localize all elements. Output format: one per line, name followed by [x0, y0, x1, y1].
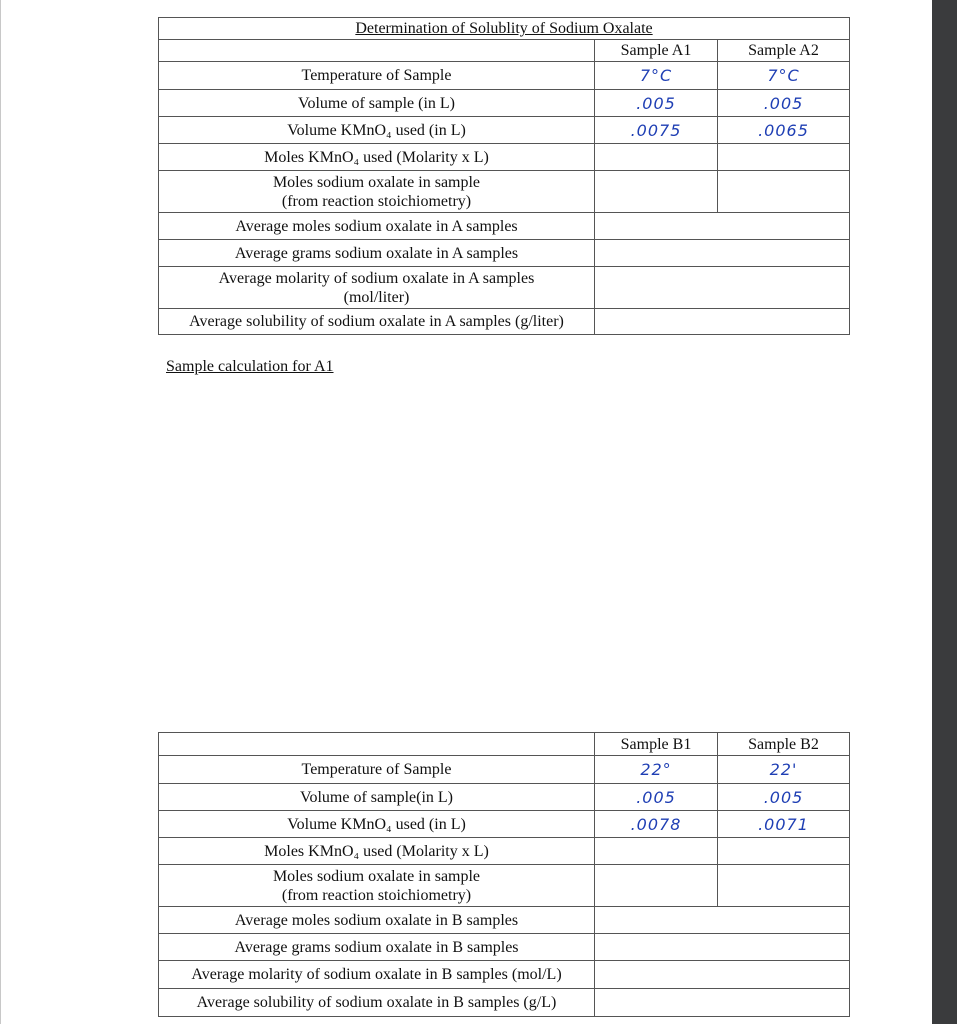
row-label-avg-molarity-line1: Average molarity of sodium oxalate in A samples [218, 269, 535, 287]
row-label-moles-kmno4: Moles KMnO₄ used (Molarity x L) [159, 838, 595, 865]
row-label-avg-solubility: Average solubility of sodium oxalate in A samples (g/liter) [159, 309, 595, 335]
row-label-avg-moles: Average moles sodium oxalate in B samples [159, 907, 595, 934]
value-avg-solubility-a[interactable] [595, 309, 850, 335]
table-title: Determination of Solublity of Sodium Oxalate [159, 18, 850, 40]
sample-calculation-heading: Sample calculation for A1 [166, 358, 334, 375]
row-label-moles-oxalate [159, 171, 595, 213]
row-label-avg-grams: Average grams sodium oxalate in A samples [159, 240, 595, 267]
value-avg-moles-a[interactable] [595, 213, 850, 240]
row-label-temperature: Temperature of Sample [159, 62, 595, 90]
header-blank-cell [159, 40, 595, 62]
value-avg-molarity-a[interactable] [595, 267, 850, 309]
value-avg-molarity-b[interactable] [595, 961, 850, 989]
solubility-table-a [158, 17, 850, 335]
row-label-volume-sample: Volume of sample (in L) [159, 90, 595, 117]
column-header-sample-a1: Sample A1 [595, 40, 718, 62]
value-a2-volume-kmno4[interactable]: .0065 [718, 117, 850, 144]
value-b2-temperature[interactable]: 22' [718, 756, 850, 784]
value-b1-temperature[interactable]: 22° [595, 756, 718, 784]
page-left-edge [0, 0, 1, 1024]
row-label-avg-molarity: Average molarity of sodium oxalate in B samples (mol/L) [159, 961, 595, 989]
solubility-table-b [158, 732, 850, 1017]
value-b2-moles-kmno4[interactable] [718, 838, 850, 865]
value-avg-grams-b[interactable] [595, 934, 850, 961]
row-label-moles-oxalate-line1: Moles sodium oxalate in sample [272, 173, 481, 191]
value-b2-volume-sample[interactable]: .005 [718, 784, 850, 811]
row-label-volume-kmno4: Volume KMnO₄ used (in L) [159, 117, 595, 144]
row-label-moles-oxalate-line2: (from reaction stoichiometry) [281, 192, 472, 210]
value-a1-moles-oxalate[interactable] [595, 171, 718, 213]
value-a1-volume-sample[interactable]: .005 [595, 90, 718, 117]
row-label-moles-kmno4: Moles KMnO₄ used (Molarity x L) [159, 144, 595, 171]
value-avg-moles-b[interactable] [595, 907, 850, 934]
value-avg-solubility-b[interactable] [595, 989, 850, 1017]
row-label-avg-grams: Average grams sodium oxalate in B samples [159, 934, 595, 961]
value-a1-temperature[interactable]: 7°C [595, 62, 718, 90]
column-header-sample-b2: Sample B2 [718, 733, 850, 756]
value-a1-volume-kmno4[interactable]: .0075 [595, 117, 718, 144]
value-a2-temperature[interactable]: 7°C [718, 62, 850, 90]
row-label-volume-sample: Volume of sample(in L) [159, 784, 595, 811]
row-label-moles-oxalate-line1: Moles sodium oxalate in sample [272, 867, 481, 885]
row-label-avg-molarity-line2: (mol/liter) [343, 288, 410, 306]
value-a2-moles-kmno4[interactable] [718, 144, 850, 171]
value-a1-moles-kmno4[interactable] [595, 144, 718, 171]
column-header-sample-a2: Sample A2 [718, 40, 850, 62]
row-label-volume-kmno4: Volume KMnO₄ used (in L) [159, 811, 595, 838]
value-b1-volume-kmno4[interactable]: .0078 [595, 811, 718, 838]
row-label-avg-solubility: Average solubility of sodium oxalate in B samples (g/L) [159, 989, 595, 1017]
value-avg-grams-a[interactable] [595, 240, 850, 267]
value-b1-moles-oxalate[interactable] [595, 865, 718, 907]
value-a2-moles-oxalate[interactable] [718, 171, 850, 213]
value-b1-moles-kmno4[interactable] [595, 838, 718, 865]
row-label-temperature: Temperature of Sample [159, 756, 595, 784]
viewer-scrollbar-area[interactable] [932, 0, 957, 1024]
row-label-moles-oxalate [159, 865, 595, 907]
value-a2-volume-sample[interactable]: .005 [718, 90, 850, 117]
column-header-sample-b1: Sample B1 [595, 733, 718, 756]
value-b1-volume-sample[interactable]: .005 [595, 784, 718, 811]
header-blank-cell [159, 733, 595, 756]
value-b2-moles-oxalate[interactable] [718, 865, 850, 907]
row-label-avg-moles: Average moles sodium oxalate in A samples [159, 213, 595, 240]
row-label-avg-molarity [159, 267, 595, 309]
value-b2-volume-kmno4[interactable]: .0071 [718, 811, 850, 838]
row-label-moles-oxalate-line2: (from reaction stoichiometry) [281, 886, 472, 904]
